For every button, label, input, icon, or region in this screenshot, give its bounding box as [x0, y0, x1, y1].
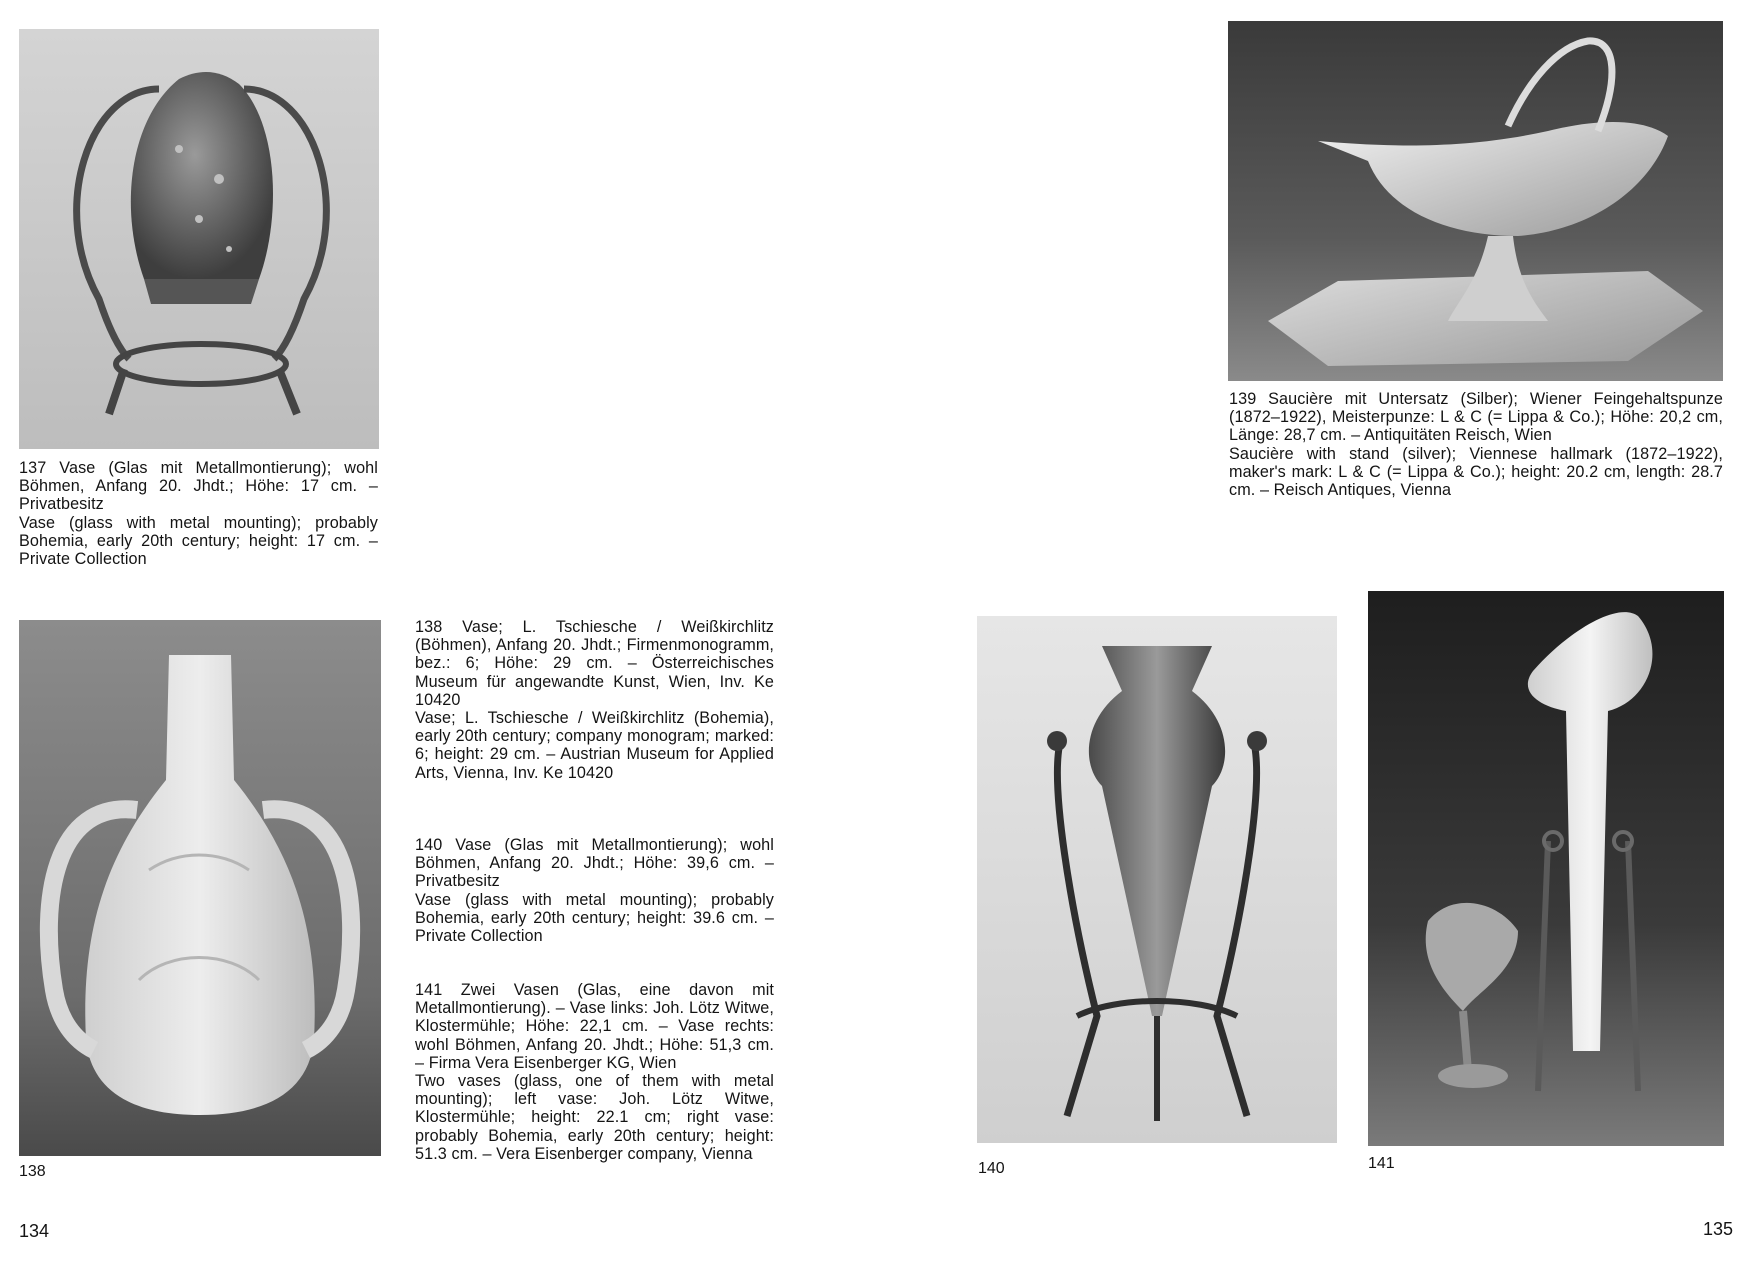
caption-138-en: Vase; L. Tschiesche / Weißkirchlitz (Bohemia), early 20th century; company monogram; marked: 6; height: 29 cm. – Austrian Museum for Applied Arts, Vienna, Inv. Ke 10420 [415, 709, 774, 782]
caption-141-de: 141 Zwei Vasen (Glas, eine davon mit Metallmontierung). – Vase links: Joh. Lötz Witwe, Klostermühle; Höhe: 22,1 cm. – Vase rechts: wohl Böhmen, Anfang 20. Jhdt.; Höhe: 51,3 cm. – Firma Vera Eisenberger KG, Wien [415, 981, 774, 1072]
photo-140-vase-metal-stand [977, 616, 1337, 1143]
caption-137-en: Vase (glass with metal mounting); probably Bohemia, early 20th century; height: 17 cm. – Private Collection [19, 513, 378, 569]
figure-label-138: 138 [19, 1163, 46, 1180]
photo-137-vase-metal-mount [19, 29, 379, 449]
caption-138 [415, 618, 774, 782]
caption-141-en: Two vases (glass, one of them with metal mounting); left vase: Joh. Lötz Witwe, Klostermühle; height: 22.1 cm; right vase: probably Bohemia, early 20th century; height: 51.3 cm. – Vera Eisenberger company, Vienna [415, 1072, 774, 1163]
photo-138-ceramic-vase [19, 620, 381, 1156]
figure-label-140: 140 [978, 1160, 1005, 1177]
caption-137-de: 137 Vase (Glas mit Metallmontierung); wohl Böhmen, Anfang 20. Jhdt.; Höhe: 17 cm. – Privatbesitz [19, 459, 378, 514]
caption-140-en: Vase (glass with metal mounting); probably Bohemia, early 20th century; height: 39.6 cm. – Private Collection [415, 890, 774, 946]
photo-141-two-vases [1368, 591, 1724, 1146]
page-number-left: 134 [19, 1221, 50, 1241]
photo-139-sauciere [1228, 21, 1723, 381]
figure-label-141: 141 [1368, 1155, 1395, 1172]
caption-138-de: 138 Vase; L. Tschiesche / Weißkirchlitz (Böhmen), Anfang 20. Jhdt.; Firmenmonogramm, bez.: 6; Höhe: 29 cm. – Österreichisches Museum für angewandte Kunst, Wien, Inv. Ke 10420 [415, 618, 774, 709]
caption-140 [415, 836, 774, 945]
caption-139 [1229, 390, 1723, 499]
caption-137 [19, 459, 378, 568]
caption-139-en: Saucière with stand (silver); Viennese hallmark (1872–1922), maker's mark: L & C (= Lippa & Co.); height: 20.2 cm, length: 28.7 cm. – Reisch Antiques, Vienna [1229, 444, 1723, 500]
caption-140-de: 140 Vase (Glas mit Metallmontierung); wohl Böhmen, Anfang 20. Jhdt.; Höhe: 39,6 cm. – Privatbesitz [415, 836, 774, 891]
caption-141 [415, 981, 774, 1163]
page-number-right: 135 [1703, 1219, 1734, 1239]
caption-139-de: 139 Saucière mit Untersatz (Silber); Wiener Feingehaltspunze (1872–1922), Meisterpunze: L & C (= Lippa & Co.); Höhe: 20,2 cm, Länge: 28,7 cm. – Antiquitäten Reisch, Wien [1229, 390, 1723, 445]
